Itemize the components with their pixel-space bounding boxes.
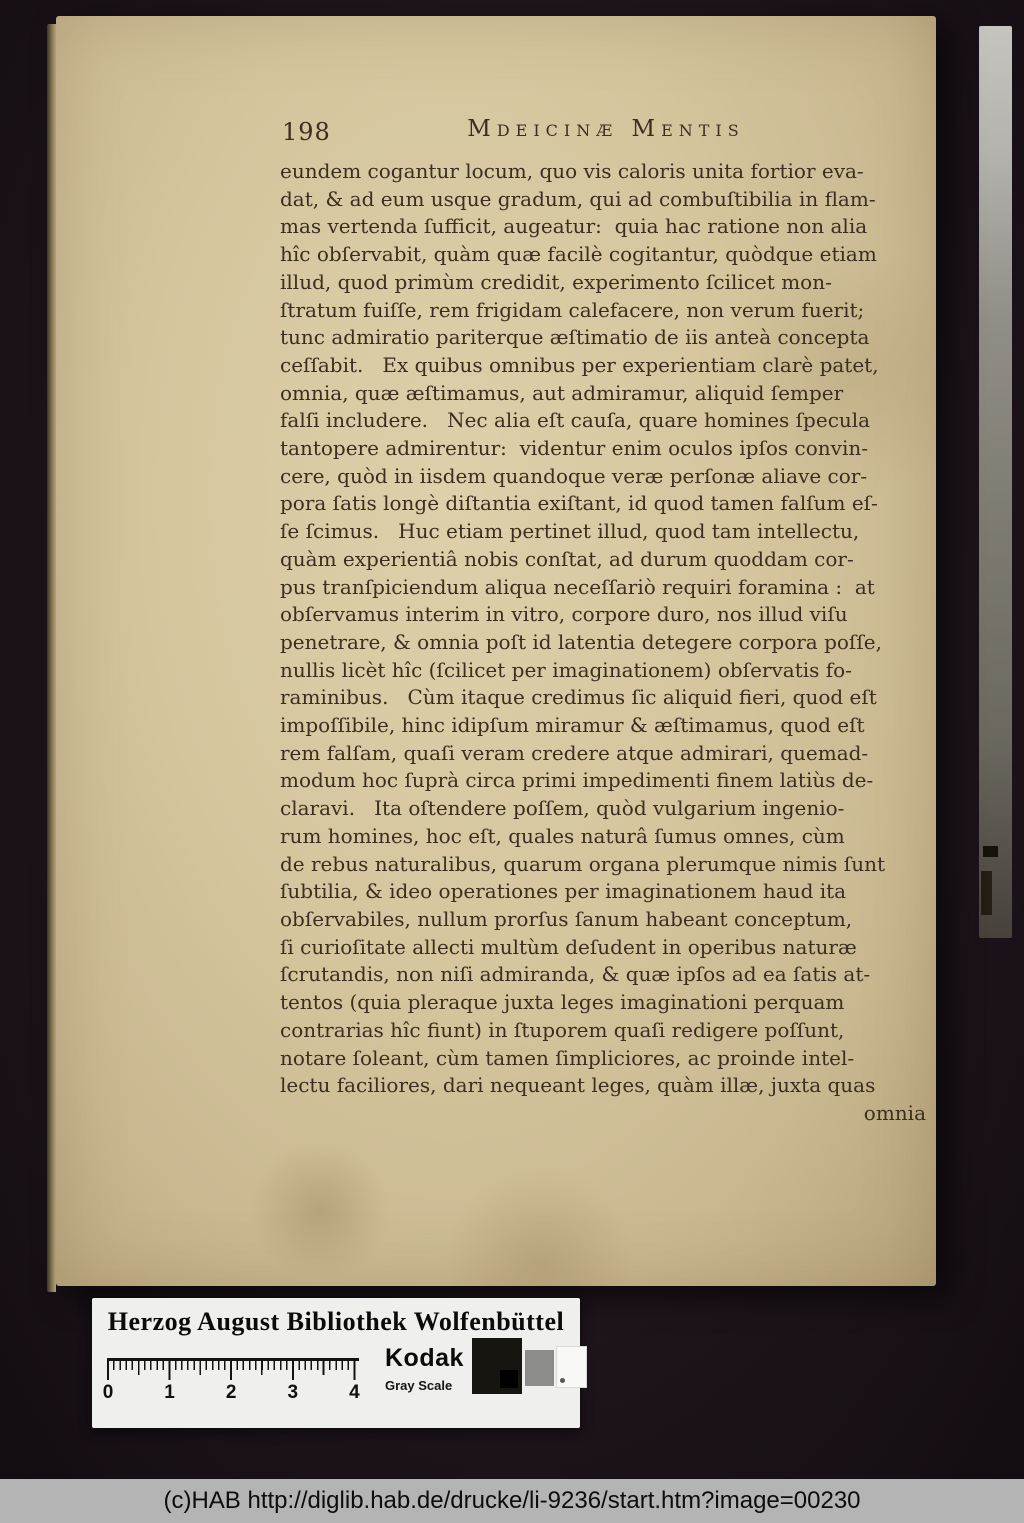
library-label-card [92, 1298, 580, 1428]
text-line: penetrare, & omnia poſt id latentia detegere corpora poſſe, [280, 629, 882, 654]
text-line: claravi. Ita oſtendere poſſem, quòd vulgarium ingenio- [280, 796, 845, 821]
text-line: ſcrutandis, non niſi admiranda, & quæ ipſos ad ea ſatis at- [280, 962, 871, 987]
text-line: ſe ſcimus. Huc etiam pertinet illud, quod tam intellectu, [280, 519, 860, 544]
text-line: tunc admiratio pariterque æſtimatio de iis anteà concepta [280, 325, 870, 350]
text-line: ceſſabit. Ex quibus omnibus per experientiam clarè patet, [280, 352, 879, 377]
text-line: ſtratum fuiſſe, rem frigidam calefacere, non verum fuerit; [280, 297, 865, 322]
text-line: modum hoc ſuprà circa primi impedimenti finem latiùs de- [280, 768, 874, 793]
text-line: falſi includere. Nec alia eſt cauſa, quare homines ſpecula [280, 408, 871, 433]
text-line: contrarias hîc fiunt) in ſtuporem quaſi redigere poſſunt, [280, 1017, 845, 1042]
text-line: cere, quòd in iisdem quandoque veræ perſonæ aliave cor- [280, 463, 868, 488]
gray-scale-swatch-mid [525, 1350, 554, 1386]
text-line: omnia, quæ æſtimamus, aut admiramur, aliquid ſemper [280, 380, 844, 405]
text-line: mas vertenda ſufficit, augeatur: quia hac ratione non alia [280, 214, 868, 239]
page-edge-mark [983, 846, 998, 857]
text-line: illud, quod primùm credidit, experimento ſcilicet mon- [280, 269, 832, 294]
ruler-number: 3 [287, 1382, 299, 1403]
text-line: tentos (quia pleraque juxta leges imaginationi perquam [280, 990, 845, 1015]
text-line: eundem cogantur locum, quo vis caloris unita fortior eva- [280, 159, 864, 183]
ruler-ticks-cm [107, 1361, 359, 1380]
ruler-scale [107, 1358, 359, 1378]
ruler-number: 4 [349, 1382, 360, 1403]
text-line: notare ſoleant, cùm tamen ſimpliciores, ac proinde intel- [280, 1045, 855, 1070]
text-line: ſubtilia, & ideo operationes per imaginationem haud ita [280, 879, 847, 904]
page-edge-mark [981, 871, 992, 915]
text-line: rum homines, hoc eſt, quales naturâ ſumus omnes, cùm [280, 823, 845, 848]
kodak-logo: Kodak [385, 1344, 464, 1372]
ruler-number: 0 [102, 1382, 114, 1403]
text-line: obſervamus interim in vitro, corpore duro, nos illud viſu [280, 602, 848, 627]
text-line: ſi curioſitate allecti multùm deſudent in operibus naturæ [280, 934, 857, 959]
book-fore-edge [979, 26, 1012, 938]
page-number: 198 [282, 118, 331, 146]
text-line: nullis licèt hîc (ſcilicet per imaginationem) obſervatis fo- [280, 657, 852, 682]
library-name: Herzog August Bibliothek Wolfenbüttel [107, 1307, 565, 1336]
text-line: pora ſatis longè diſtantia exiſtant, id quod tamen falſum eſ- [280, 491, 878, 516]
text-line: hîc obſervabit, quàm quæ facilè cogitantur, quòdque etiam [280, 242, 877, 267]
text-line: dat, & ad eum usque gradum, qui ad combuſtibilia in flam- [280, 186, 876, 211]
text-line: pus tranſpiciendum aliqua neceſſariò requiri foramina : at [280, 574, 875, 599]
caption-bar [0, 1479, 1024, 1523]
text-line: de rebus naturalibus, quarum organa plerumque nimis ſunt [280, 851, 885, 876]
text-line: quàm experientiâ nobis conſtat, ad durum quoddam cor- [280, 546, 854, 571]
catchword-row [280, 1100, 932, 1128]
ruler-number: 2 [225, 1382, 237, 1403]
body-text [280, 158, 932, 1100]
book-page [56, 16, 936, 1286]
ruler-numbers [102, 1382, 369, 1406]
text-block [280, 116, 932, 1128]
text-line: lectu faciliores, dari nequeant leges, quàm illæ, juxta quas [280, 1073, 876, 1098]
page-header [280, 116, 932, 150]
text-line: impoſſibile, hinc idipſum miramur & æſtimamus, quod eſt [280, 713, 865, 738]
ruler-number: 1 [164, 1382, 175, 1403]
catchword: omnia [863, 1100, 926, 1125]
text-line: tantopere admirentur: videntur enim oculos ipſos convin- [280, 436, 868, 461]
caption-text: (c)HAB http://diglib.hab.de/drucke/li-9236/start.htm?image=00230 [163, 1487, 861, 1514]
text-line: obſervabiles, nullum prorſus ſanum habeant conceptum, [280, 906, 853, 931]
text-line: raminibus. Cùm itaque credimus ſic aliquid fieri, quod eſt [280, 685, 877, 710]
running-title: Mdeicinæ Mentis [467, 116, 745, 142]
gray-scale-label: Gray Scale [385, 1378, 453, 1393]
text-line: rem falſam, quaſi veram credere atque admirari, quemad- [280, 740, 869, 765]
gray-scale-swatch-dark [472, 1338, 522, 1394]
gray-scale-swatch-white [556, 1346, 587, 1388]
